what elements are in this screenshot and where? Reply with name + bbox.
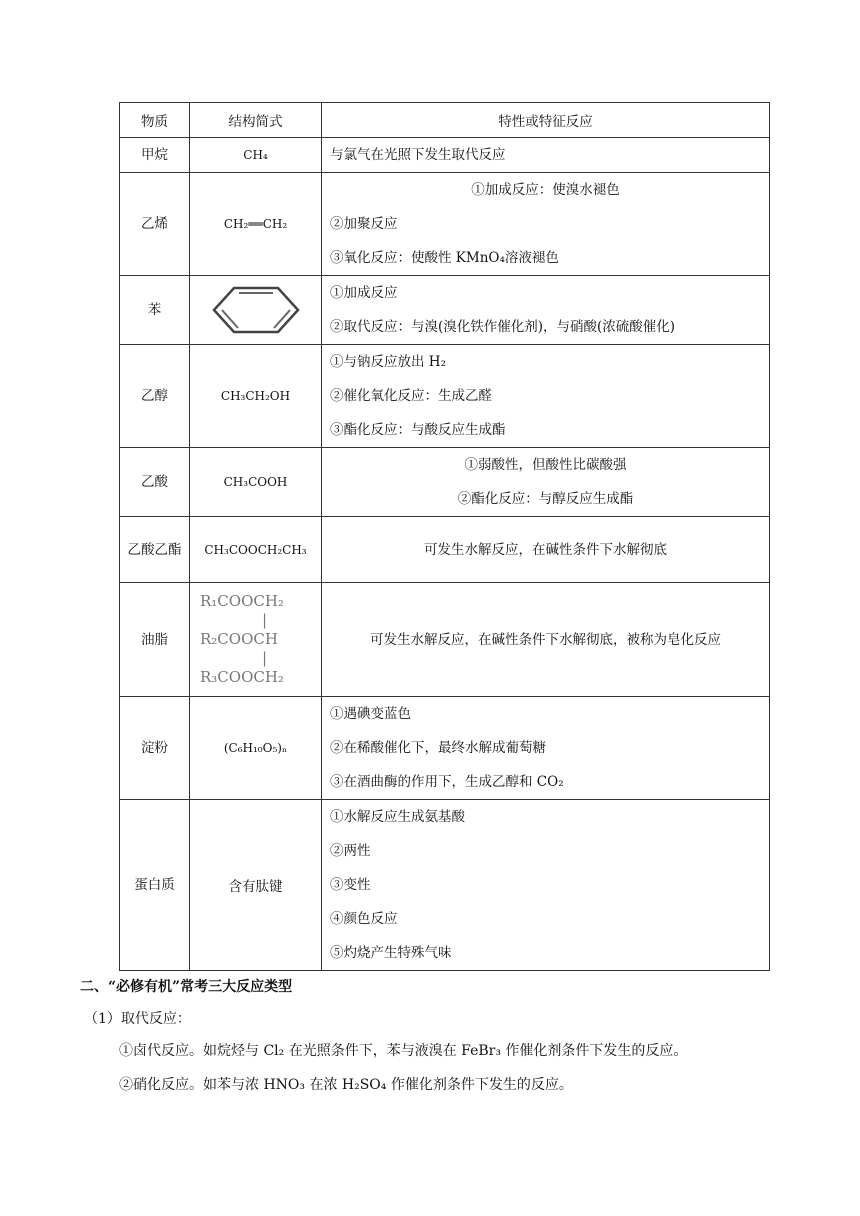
substance-name: 淀粉 [120, 697, 190, 800]
section-item: ②硝化反应。如苯与浓 HNO₃ 在浓 H₂SO₄ 作催化剂条件下发生的反应。 [119, 1077, 573, 1093]
table-row [120, 517, 770, 583]
substance-name: 乙醇 [120, 345, 190, 448]
table-row [120, 583, 770, 697]
property-line: ②加聚反应 [330, 216, 398, 232]
property-line: ①遇碘变蓝色 [330, 706, 411, 722]
substance-name: 乙烯 [120, 173, 190, 276]
property-cell [322, 345, 770, 448]
property-cell [322, 138, 770, 173]
structure-formula: CH₂══CH₂ [190, 173, 322, 276]
section-item: ①卤代反应。如烷烃与 Cl₂ 在光照条件下，苯与液溴在 FeBr₃ 作催化剂条件下发生的反应。 [119, 1043, 688, 1059]
property-line: ①加成反应：使溴水褪色 [471, 182, 620, 198]
oil-structure [190, 592, 321, 687]
substance-name-text: 乙酸乙酯 [127, 541, 182, 558]
oil-structure-cell [190, 583, 322, 697]
table-row [120, 345, 770, 448]
substance-name: 苯 [120, 276, 190, 345]
oil-structure-bond: | [262, 649, 268, 667]
property-line: ①弱酸性，但酸性比碳酸强 [464, 457, 627, 473]
substance-name: 甲烷 [120, 138, 190, 173]
table-row [120, 138, 770, 173]
table-row [120, 173, 770, 276]
property-cell [322, 276, 770, 345]
property-line: ③变性 [330, 877, 371, 893]
properties-table [119, 102, 770, 971]
benzene-box [190, 282, 321, 338]
oil-structure-line: R₁COOCH₂ [200, 592, 284, 610]
benzene-ring-icon [210, 282, 302, 338]
property-cell [322, 800, 770, 971]
section-title: 二、“必修有机”常考三大反应类型 [80, 979, 293, 995]
benzene-structure-cell [190, 276, 322, 345]
substance-name: 油脂 [120, 583, 190, 697]
property-line: ④颜色反应 [330, 911, 398, 927]
property-line: ②取代反应：与溴(溴化铁作催化剂)，与硝酸(浓硫酸催化) [330, 319, 676, 335]
structure-formula: CH₄ [190, 138, 322, 173]
property-line: ①水解反应生成氨基酸 [330, 809, 465, 825]
property-line: ②酯化反应：与醇反应生成酯 [457, 491, 634, 507]
substance-name: 乙酸 [120, 448, 190, 517]
substance-name: 蛋白质 [120, 800, 190, 971]
header-substance: 物质 [120, 103, 190, 138]
substance-name [120, 517, 190, 583]
property-line: 与氯气在光照下发生取代反应 [330, 147, 506, 163]
section-subtitle: （1）取代反应： [84, 1011, 191, 1027]
property-cell [322, 173, 770, 276]
oil-structure-line: R₃COOCH₂ [200, 668, 284, 686]
property-line: 可发生水解反应，在碱性条件下水解彻底，被称为皂化反应 [370, 631, 721, 648]
table-row [120, 448, 770, 517]
property-line: ②两性 [330, 843, 371, 859]
header-structure: 结构简式 [190, 103, 322, 138]
structure-formula: CH₃CH₂OH [190, 345, 322, 448]
property-cell [322, 583, 770, 697]
property-line: ②在稀酸催化下，最终水解成葡萄糖 [330, 740, 546, 756]
property-cell [322, 448, 770, 517]
structure-formula: CH₃COOH [190, 448, 322, 517]
oil-structure-line: R₂COOCH [200, 630, 278, 648]
structure-formula: CH₃COOCH₂CH₃ [190, 517, 322, 583]
property-line: ①加成反应 [330, 285, 398, 301]
property-line: ③在酒曲酶的作用下，生成乙醇和 CO₂ [330, 774, 564, 790]
property-cell [322, 697, 770, 800]
table-row [120, 697, 770, 800]
property-line: ②催化氧化反应：生成乙醛 [330, 388, 492, 404]
header-properties: 特性或特征反应 [322, 103, 770, 138]
structure-formula: (C₆H₁₀O₅)ₙ [190, 697, 322, 800]
table-row [120, 276, 770, 345]
property-line: ⑤灼烧产生特殊气味 [330, 945, 452, 961]
property-line: ③氧化反应：使酸性 KMnO₄溶液褪色 [330, 250, 559, 266]
property-line: ③酯化反应：与酸反应生成酯 [330, 422, 506, 438]
property-line: 可发生水解反应，在碱性条件下水解彻底 [424, 541, 667, 558]
oil-structure-bond: | [262, 611, 268, 629]
table-header-row [120, 103, 770, 138]
property-line: ①与钠反应放出 H₂ [330, 354, 446, 370]
structure-formula: 含有肽键 [190, 800, 322, 971]
property-cell [322, 517, 770, 583]
table-row [120, 800, 770, 971]
